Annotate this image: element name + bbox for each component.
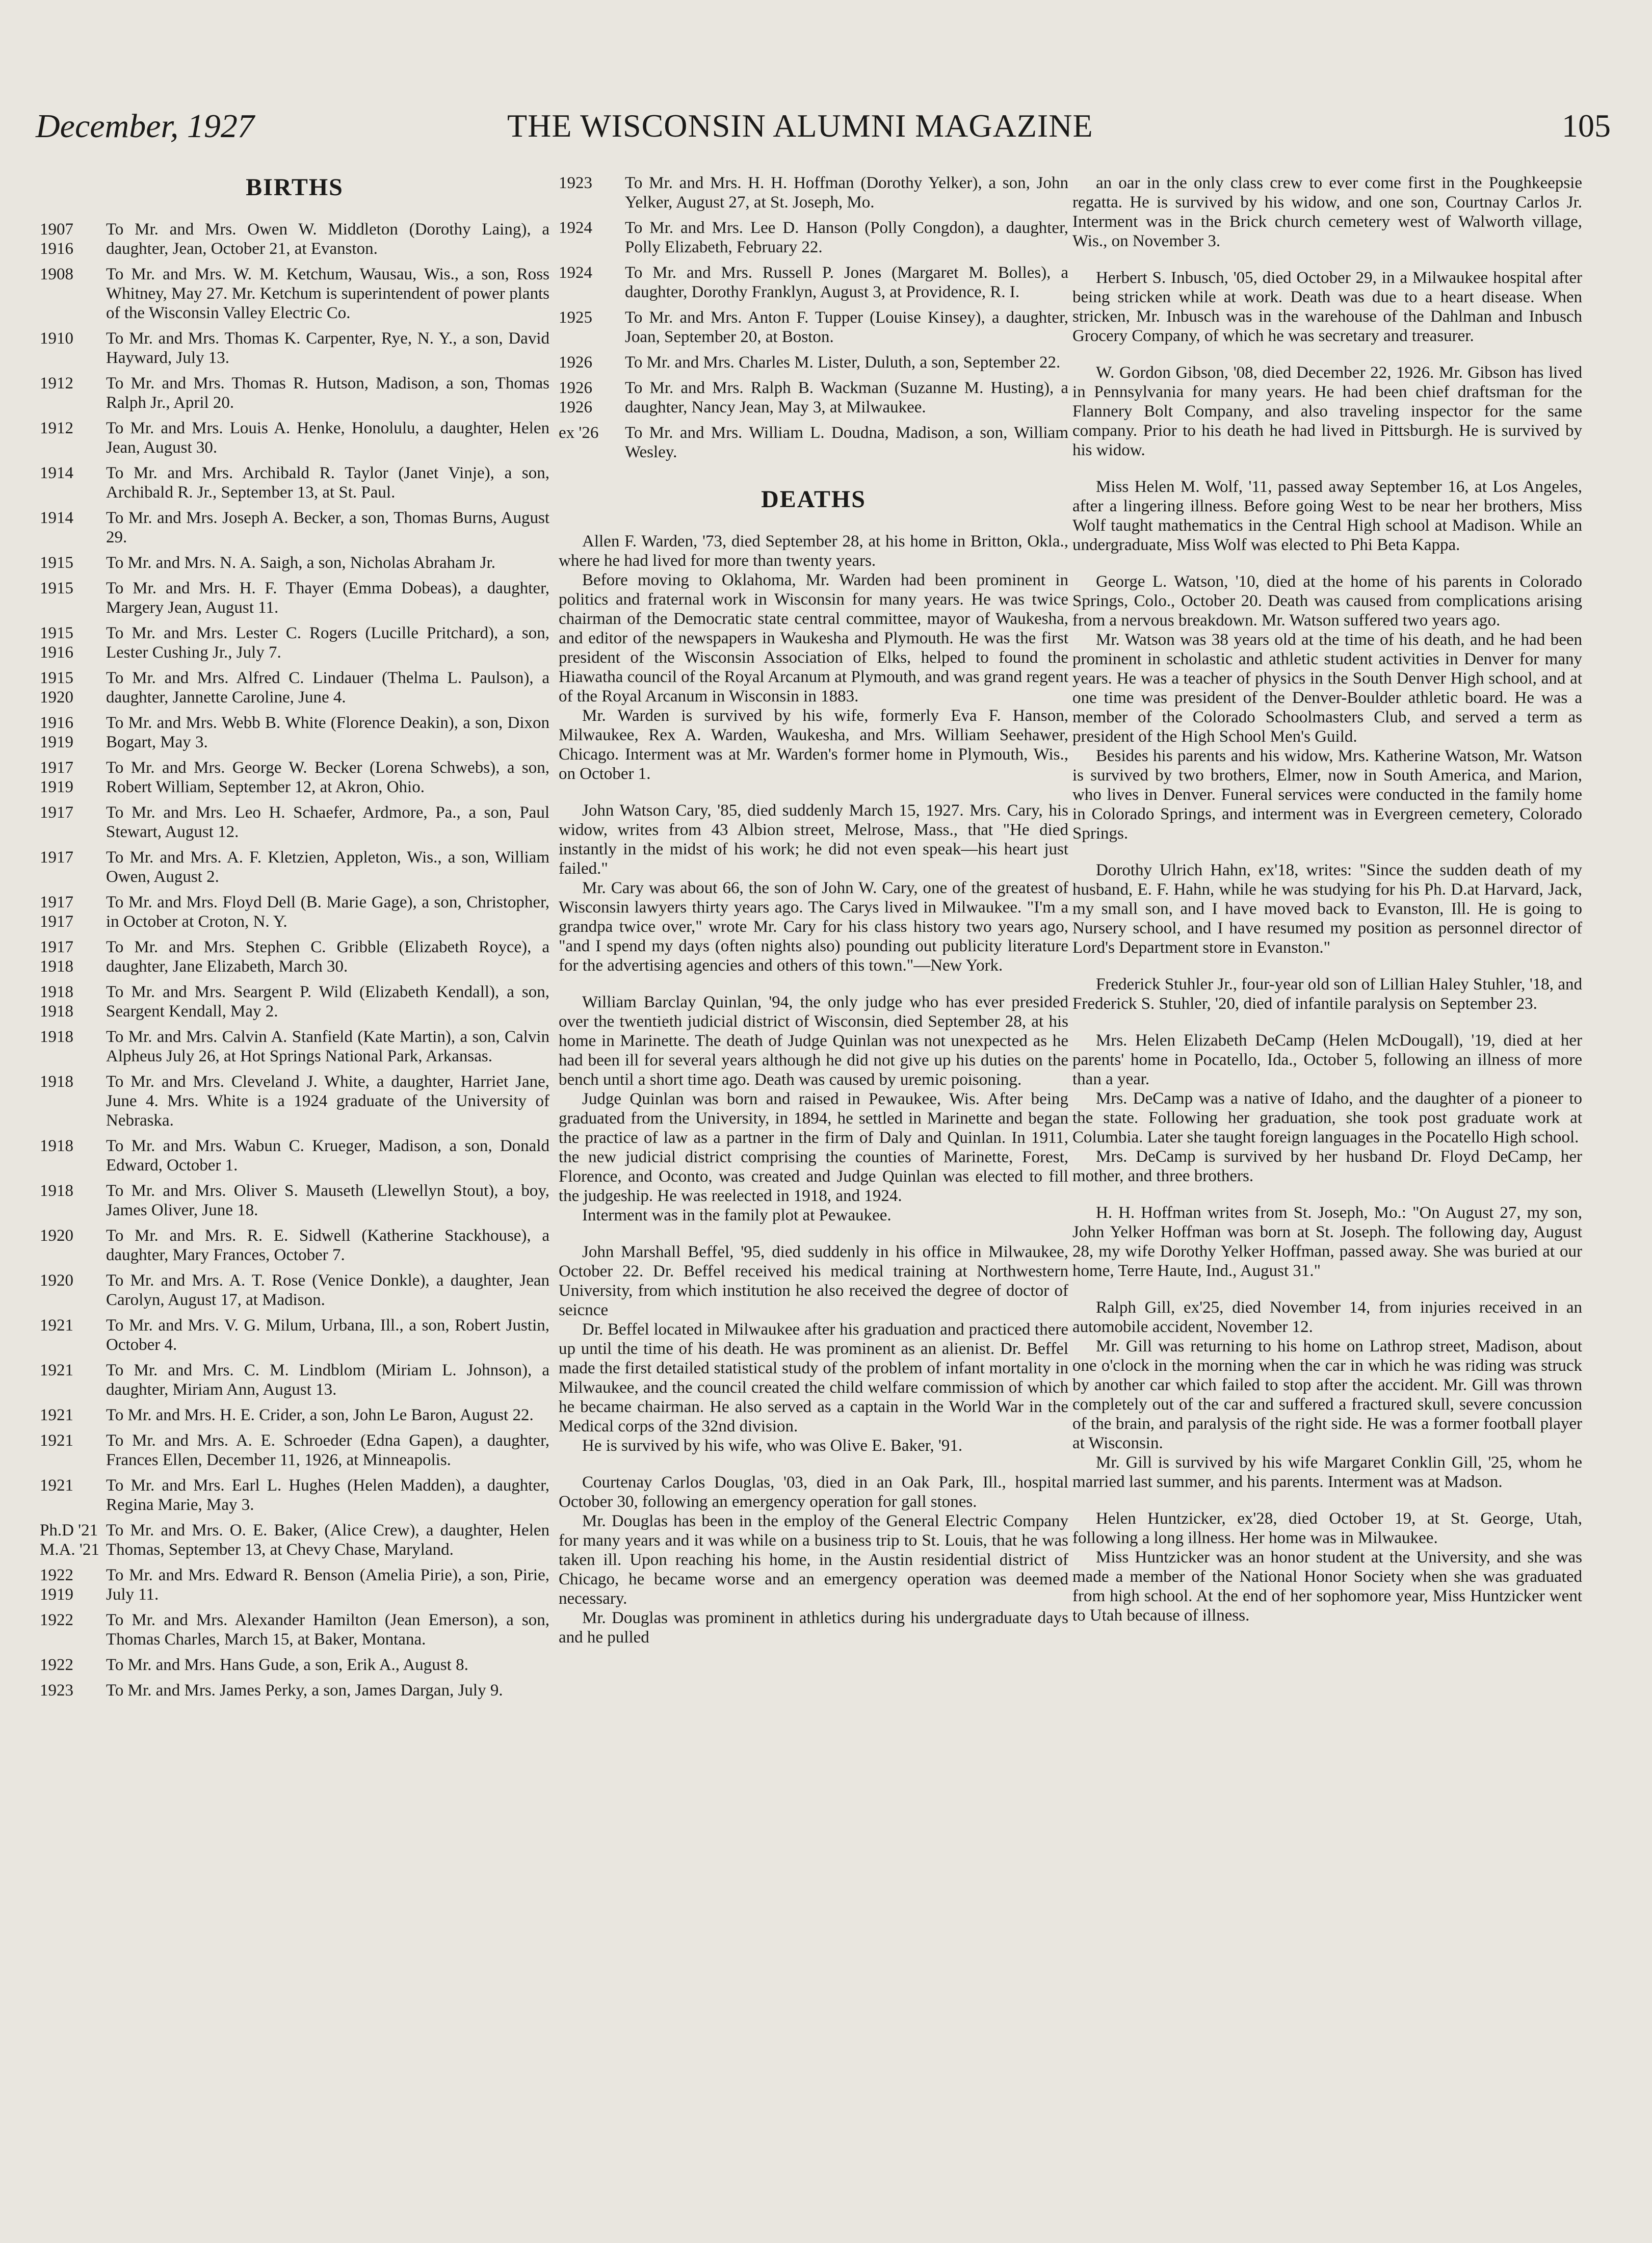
- obituary-paragraph: Mrs. DeCamp is survived by her husband Dr. Floyd DeCamp, her mother, and three brothers.: [1072, 1147, 1582, 1185]
- birth-text: To Mr. and Mrs. H. H. Hoffman (Dorothy Yelker), a son, John Yelker, August 27, at St. Joseph, Mo.: [625, 174, 1068, 212]
- class-year: 1923: [559, 174, 592, 192]
- birth-text: To Mr. and Mrs. Earl L. Hughes (Helen Madden), a daughter, Regina Marie, May 3.: [106, 1476, 549, 1514]
- obituary-paragraph: W. Gordon Gibson, '08, died December 22, 1926. Mr. Gibson has lived in Pennsylvania for many years. He had been chief draftsman for the Flannery Bolt Company, and also traveling inspector for the same company. Prior to his death he had lived in Pittsburgh. He is survived by his widow.: [1072, 363, 1582, 459]
- birth-entry: [40, 937, 549, 976]
- birth-entry: [40, 1271, 549, 1310]
- obituary: [1072, 1203, 1582, 1281]
- birth-entry: [559, 173, 1068, 212]
- birth-entry: [40, 713, 549, 752]
- class-year: 1920: [40, 1271, 73, 1290]
- class-year: 1917 1918: [40, 938, 73, 976]
- obituary: [1072, 477, 1582, 555]
- obituary: [559, 532, 1068, 784]
- obituary: [559, 1242, 1068, 1455]
- birth-text: To Mr. and Mrs. Hans Gude, a son, Erik A., August 8.: [106, 1656, 468, 1674]
- birth-text: To Mr. and Mrs. Joseph A. Becker, a son, Thomas Burns, August 29.: [106, 509, 549, 546]
- birth-text: To Mr. and Mrs. Louis A. Henke, Honolulu, a daughter, Helen Jean, August 30.: [106, 419, 549, 457]
- obituary-paragraph: Miss Huntzicker was an honor student at the University, and she was made a member of the National Honor Society when she was graduated from high school. At the end of her sophomore year, Miss Huntzicker went to Utah because of illness.: [1072, 1548, 1582, 1625]
- column-3: [1072, 173, 1582, 1642]
- deaths-list-continued: [1072, 173, 1582, 1625]
- obituary-paragraph: Judge Quinlan was born and raised in Pewaukee, Wis. After being graduated from the University, in 1894, he settled in Marinette and began the practice of law as a partner in the firm of Daly and Quinlan. In 1911, the new judicial district comprising the counties of Marinette, Forest, Florence, and Oconto, was created and Judge Quinlan was elected to fill the judgeship. He was reelected in 1918, and 1924.: [559, 1090, 1068, 1205]
- birth-entry: [559, 263, 1068, 302]
- birth-entry: [559, 423, 1068, 462]
- class-year: 1914: [40, 509, 73, 527]
- birth-text: To Mr. and Mrs. Stephen C. Gribble (Elizabeth Royce), a daughter, Jane Elizabeth, March 30.: [106, 938, 549, 976]
- birth-entry: [40, 553, 549, 572]
- birth-entry: [40, 1681, 549, 1700]
- birth-entry: [559, 353, 1068, 372]
- birth-text: To Mr. and Mrs. N. A. Saigh, a son, Nicholas Abraham Jr.: [106, 554, 495, 572]
- magazine-title: THE WISCONSIN ALUMNI MAGAZINE: [507, 108, 1093, 144]
- obituary: [1072, 975, 1582, 1013]
- birth-text: To Mr. and Mrs. Calvin A. Stanfield (Kate Martin), a son, Calvin Alpheus July 26, at Hot Springs National Park, Arkansas.: [106, 1028, 549, 1065]
- obituary-paragraph: Dorothy Ulrich Hahn, ex'18, writes: "Since the sudden death of my husband, E. F. Hahn, while he was studying for his Ph. D.at Harvard, Jack, my small son, and I have moved back to Evanston, Ill. He is going to Nursery school, and I have resumed my position as personnel director of Lord's Department store in Evanston.": [1072, 861, 1582, 957]
- class-year: 1922: [40, 1611, 73, 1629]
- birth-text: To Mr. and Mrs. Alfred C. Lindauer (Thelma L. Paulson), a daughter, Jannette Caroline, June 4.: [106, 669, 549, 707]
- birth-text: To Mr. and Mrs. Wabun C. Krueger, Madison, a son, Donald Edward, October 1.: [106, 1137, 549, 1175]
- birth-entry: [40, 1610, 549, 1649]
- obituary: [1072, 1298, 1582, 1492]
- birth-entry: [40, 1566, 549, 1604]
- birth-text: To Mr. and Mrs. Seargent P. Wild (Elizabeth Kendall), a son, Seargent Kendall, May 2.: [106, 983, 549, 1021]
- birth-text: To Mr. and Mrs. Edward R. Benson (Amelia Pirie), a son, Pirie, July 11.: [106, 1566, 549, 1604]
- class-year: 1917: [40, 848, 73, 867]
- birth-text: To Mr. and Mrs. James Perky, a son, James Dargan, July 9.: [106, 1681, 503, 1700]
- birth-text: To Mr. and Mrs. Oliver S. Mauseth (Llewellyn Stout), a boy, James Oliver, June 18.: [106, 1182, 549, 1219]
- birth-entry: [40, 265, 549, 323]
- birth-entry: [40, 623, 549, 662]
- birth-entry: [40, 1316, 549, 1354]
- class-year: 1907 1916: [40, 220, 73, 258]
- class-year: 1912: [40, 374, 73, 393]
- class-year: 1926: [559, 353, 592, 372]
- obituary: [1072, 572, 1582, 843]
- birth-entry: [40, 463, 549, 502]
- obituary-paragraph: Dr. Beffel located in Milwaukee after his graduation and practiced there up until the time of his death. He was prominent as an alienist. Dr. Beffel made the first detailed statistical study of the problem of infant mortality in Milwaukee, and the council created the child welfare commission of which he became chairman. He also served as a captain in the World War in the Medical corps of the 32nd division.: [559, 1320, 1068, 1436]
- birth-text: To Mr. and Mrs. Lee D. Hanson (Polly Congdon), a daughter, Polly Elizabeth, February 22.: [625, 219, 1068, 256]
- birth-text: To Mr. and Mrs. C. M. Lindblom (Miriam L. Johnson), a daughter, Miriam Ann, August 13.: [106, 1361, 549, 1399]
- birth-entry: [40, 329, 549, 368]
- class-year: 1917 1919: [40, 759, 73, 796]
- obituary-paragraph: He is survived by his wife, who was Olive E. Baker, '91.: [582, 1437, 963, 1455]
- birth-text: To Mr. and Mrs. R. E. Sidwell (Katherine Stackhouse), a daughter, Mary Frances, October 7.: [106, 1227, 549, 1264]
- class-year: Ph.D '21 M.A. '21: [40, 1521, 99, 1559]
- obituary: [559, 993, 1068, 1225]
- birth-text: To Mr. and Mrs. Thomas K. Carpenter, Rye, N. Y., a son, David Hayward, July 13.: [106, 329, 549, 367]
- class-year: 1921: [40, 1316, 73, 1335]
- birth-entry: [40, 374, 549, 412]
- birth-entry: [40, 1226, 549, 1265]
- birth-entry: [40, 1136, 549, 1175]
- obituary-paragraph: Mr. Watson was 38 years old at the time of his death, and he had been prominent in scholastic and athletic student activities in Denver for many years. He was a teacher of physics in the South Denver High school, and at one time was president of the Denver-Boulder athletic board. He was a member of the Colorado Schoolmasters Club, and served a term as president of the High School Men's Guild.: [1072, 631, 1582, 746]
- class-year: 1918: [40, 1137, 73, 1155]
- birth-text: To Mr. and Mrs. Webb B. White (Florence Deakin), a son, Dixon Bogart, May 3.: [106, 714, 549, 751]
- deaths-heading: DEATHS: [761, 486, 866, 513]
- class-year: 1921: [40, 1476, 73, 1495]
- birth-entry: [40, 1072, 549, 1130]
- obituary: [559, 1473, 1068, 1647]
- column-1: [40, 173, 549, 1706]
- births-heading: BIRTHS: [246, 174, 344, 201]
- obituary-paragraph: Mrs. DeCamp was a native of Idaho, and the daughter of a pioneer to the state. Following her graduation, she took post graduate work at Columbia. Later she taught foreign languages in the Pocatello High school.: [1072, 1089, 1582, 1146]
- obituary-paragraph: Mr. Gill is survived by his wife Margaret Conklin Gill, '25, whom he married last summer, and his parents. Interment was at Madson.: [1072, 1453, 1582, 1491]
- obituary-paragraph: Mr. Douglas has been in the employ of the General Electric Company for many years and it was while on a business trip to St. Louis, that he was taken ill. Upon reaching his home, in the Austin residential district of Chicago, he became worse and an emergency operation was deemed necessary.: [559, 1512, 1068, 1608]
- obituary: [1072, 1031, 1582, 1186]
- births-list: [40, 220, 549, 1700]
- obituary: [1072, 363, 1582, 460]
- births-list-continued: [559, 173, 1068, 462]
- class-year: 1915 1920: [40, 669, 73, 707]
- class-year: 1915: [40, 579, 73, 597]
- birth-entry: [40, 668, 549, 707]
- obituary: [1072, 173, 1582, 251]
- birth-text: To Mr. and Mrs. Cleveland J. White, a daughter, Harriet Jane, June 4. Mrs. White is a 1924 graduate of the University of Nebraska.: [106, 1073, 549, 1130]
- birth-text: To Mr. and Mrs. Ralph B. Wackman (Suzanne M. Husting), a daughter, Nancy Jean, May 3, at Milwaukee.: [625, 379, 1068, 416]
- birth-entry: [40, 1361, 549, 1399]
- class-year: 1915 1916: [40, 624, 73, 662]
- birth-text: To Mr. and Mrs. A. T. Rose (Venice Donkle), a daughter, Jean Carolyn, August 17, at Madison.: [106, 1271, 549, 1309]
- obituary-paragraph: George L. Watson, '10, died at the home of his parents in Colorado Springs, Colo., October 20. Death was caused from complications arising from a nervous breakdown. Mr. Watson suffered two years ago.: [1072, 572, 1582, 630]
- class-year: 1918: [40, 1028, 73, 1046]
- class-year: 1926 1926: [559, 379, 592, 416]
- birth-entry: [40, 1405, 549, 1425]
- birth-entry: [40, 1181, 549, 1220]
- page-number: 105: [1562, 108, 1611, 144]
- obituary-paragraph: Mr. Cary was about 66, the son of John W. Cary, one of the greatest of Wisconsin lawyers thirty years ago. The Carys lived in Milwaukee. "I'm a grandpa twice over," wrote Mr. Cary for his class history two years ago, "and I spend my days (often nights also) pounding out publicity literature for the advertising agencies and others of this town."—New York.: [559, 879, 1068, 975]
- birth-text: To Mr. and Mrs. Russell P. Jones (Margaret M. Bolles), a daughter, Dorothy Franklyn, August 3, at Providence, R. I.: [625, 264, 1068, 301]
- column-2: [559, 173, 1068, 1664]
- class-year: 1922 1919: [40, 1566, 73, 1604]
- birth-entry: [40, 1476, 549, 1515]
- birth-text: To Mr. and Mrs. Alexander Hamilton (Jean Emerson), a son, Thomas Charles, March 15, at Baker, Montana.: [106, 1611, 549, 1649]
- obituary-paragraph: H. H. Hoffman writes from St. Joseph, Mo.: "On August 27, my son, John Yelker Hoffman was born at St. Joseph. The following day, August 28, my wife Dorothy Yelker Hoffman, passed away. She was buried at our home, Terre Haute, Ind., August 31.": [1072, 1204, 1582, 1280]
- class-year: 1921: [40, 1361, 73, 1379]
- birth-entry: [559, 218, 1068, 257]
- birth-text: To Mr. and Mrs. Floyd Dell (B. Marie Gage), a son, Christopher, in October at Croton, N. Y.: [106, 893, 549, 931]
- birth-entry: [40, 893, 549, 931]
- obituary-paragraph: Mr. Warden is survived by his wife, formerly Eva F. Hanson, Milwaukee, Rex A. Warden, Waukesha, and Mrs. William Seehawer, Chicago. Interment was at Mr. Warden's former home in Plymouth, Wis., on October 1.: [559, 707, 1068, 783]
- birth-entry: [40, 1027, 549, 1066]
- birth-text: To Mr. and Mrs. Archibald R. Taylor (Janet Vinje), a son, Archibald R. Jr., September 13, at St. Paul.: [106, 464, 549, 502]
- class-year: 1923: [40, 1681, 73, 1700]
- page-header: [36, 107, 1616, 158]
- class-year: 1924: [559, 264, 592, 282]
- birth-text: To Mr. and Mrs. A. E. Schroeder (Edna Gapen), a daughter, Frances Ellen, December 11, 1926, at Minneapolis.: [106, 1431, 549, 1469]
- birth-entry: [40, 1431, 549, 1470]
- birth-entry: [559, 378, 1068, 417]
- obituary-paragraph: Miss Helen M. Wolf, '11, passed away September 16, at Los Angeles, after a lingering illness. Before going West to be near her brothers, Miss Wolf taught mathematics in the Central High school at Madison. While an undergraduate, Miss Wolf was elected to Phi Beta Kappa.: [1072, 478, 1582, 554]
- birth-entry: [40, 579, 549, 617]
- deaths-list: [559, 532, 1068, 1647]
- issue-date: December, 1927: [36, 108, 254, 145]
- birth-entry: [40, 848, 549, 886]
- class-year: 1921: [40, 1431, 73, 1450]
- birth-text: To Mr. and Mrs. V. G. Milum, Urbana, Ill., a son, Robert Justin, October 4.: [106, 1316, 549, 1354]
- obituary-paragraph: Herbert S. Inbusch, '05, died October 29, in a Milwaukee hospital after being stricken while at work. Death was due to a heart disease. When stricken, Mr. Inbusch was in the warehouse of the Dahlman and Inbusch Grocery Company, of which he was secretary and treasurer.: [1072, 269, 1582, 345]
- class-year: 1920: [40, 1227, 73, 1245]
- class-year: 1918 1918: [40, 983, 73, 1021]
- birth-text: To Mr. and Mrs. Thomas R. Hutson, Madison, a son, Thomas Ralph Jr., April 20.: [106, 374, 549, 412]
- obituary: [1072, 268, 1582, 346]
- birth-entry: [40, 419, 549, 457]
- birth-text: To Mr. and Mrs. H. F. Thayer (Emma Dobeas), a daughter, Margery Jean, August 11.: [106, 579, 549, 617]
- obituary-paragraph: Courtenay Carlos Douglas, '03, died in an Oak Park, Ill., hospital October 30, following an emergency operation for gall stones.: [559, 1473, 1068, 1511]
- obituary: [559, 801, 1068, 975]
- birth-text: To Mr. and Mrs. A. F. Kletzien, Appleton, Wis., a son, William Owen, August 2.: [106, 848, 549, 886]
- obituary-paragraph: Interment was in the family plot at Pewaukee.: [582, 1206, 891, 1224]
- class-year: 1918: [40, 1182, 73, 1200]
- obituary: [1072, 1509, 1582, 1625]
- class-year: 1908: [40, 265, 73, 283]
- obituary-paragraph: Mr. Douglas was prominent in athletics during his undergraduate days and he pulled: [559, 1609, 1068, 1647]
- birth-entry: [40, 758, 549, 797]
- class-year: 1917: [40, 803, 73, 822]
- class-year: 1914: [40, 464, 73, 482]
- obituary-paragraph: John Watson Cary, '85, died suddenly March 15, 1927. Mrs. Cary, his widow, writes from 43 Albion street, Melrose, Mass., that "He died instantly in the midst of his work; he did not even speak—his heart just failed.": [559, 801, 1068, 878]
- birth-entry: [40, 1655, 549, 1675]
- birth-entry: [40, 508, 549, 547]
- class-year: 1917 1917: [40, 893, 73, 931]
- obituary-paragraph: Allen F. Warden, '73, died September 28, at his home in Britton, Okla., where he had lived for more than twenty years.: [559, 532, 1068, 570]
- obituary-paragraph: Before moving to Oklahoma, Mr. Warden had been prominent in politics and fraternal work in Wisconsin for many years. He was twice chairman of the Democratic state central committee, mayor of Waukesha, and editor of the newspapers in Waukesha and Plymouth. He was the first president of the Wisconsin Association of Elks, helped to found the Hiawatha council of the Royal Arcanum at Plymouth, and was grand regent of the Royal Arcanum in Wisconsin in 1883.: [559, 571, 1068, 706]
- birth-entry: [559, 308, 1068, 347]
- class-year: 1925: [559, 308, 592, 327]
- class-year: 1922: [40, 1656, 73, 1674]
- birth-text: To Mr. and Mrs. Charles M. Lister, Duluth, a son, September 22.: [625, 353, 1061, 372]
- obituary-paragraph: Ralph Gill, ex'25, died November 14, from injuries received in an automobile accident, November 12.: [1072, 1298, 1582, 1336]
- birth-text: To Mr. and Mrs. Anton F. Tupper (Louise Kinsey), a daughter, Joan, September 20, at Boston.: [625, 308, 1068, 346]
- birth-entry: [40, 1521, 549, 1559]
- obituary-paragraph: Mrs. Helen Elizabeth DeCamp (Helen McDougall), '19, died at her parents' home in Pocatello, Ida., October 5, following an illness of more than a year.: [1072, 1031, 1582, 1088]
- class-year: 1918: [40, 1073, 73, 1091]
- class-year: 1915: [40, 554, 73, 572]
- birth-text: To Mr. and Mrs. William L. Doudna, Madison, a son, William Wesley.: [625, 424, 1068, 461]
- obituary-paragraph: Mr. Gill was returning to his home on Lathrop street, Madison, about one o'clock in the morning when the car in which he was riding was struck by another car which failed to stop after the accident. Mr. Gill was thrown completely out of the car and suffered a fractured skull, severe concussion of the brain, and paralysis of the right side. He was a former football player at Wisconsin.: [1072, 1337, 1582, 1452]
- birth-text: To Mr. and Mrs. H. E. Crider, a son, John Le Baron, August 22.: [106, 1406, 534, 1424]
- birth-entry: [40, 982, 549, 1021]
- obituary-paragraph: an oar in the only class crew to ever come first in the Poughkeepsie regatta. He is survived by his widow, and one son, Courtnay Carlos Jr. Interment was in the Brick church cemetery west of Walworth village, Wis., on November 3.: [1072, 174, 1582, 250]
- class-year: 1910: [40, 329, 73, 348]
- birth-text: To Mr. and Mrs. George W. Becker (Lorena Schwebs), a son, Robert William, September 12, at Akron, Ohio.: [106, 759, 549, 796]
- class-year: 1912: [40, 419, 73, 437]
- obituary-paragraph: William Barclay Quinlan, '94, the only judge who has ever presided over the twentieth judicial district of Wisconsin, died September 28, at his home in Marinette. The death of Judge Quinlan was not unexpected as he had been ill for several years although he did not give up his duties on the bench until a short time ago. Death was caused by uremic poisoning.: [559, 993, 1068, 1089]
- class-year: ex '26: [559, 424, 599, 442]
- birth-entry: [40, 803, 549, 842]
- birth-text: To Mr. and Mrs. O. E. Baker, (Alice Crew), a daughter, Helen Thomas, September 13, at Chevy Chase, Maryland.: [106, 1521, 549, 1559]
- class-year: 1916 1919: [40, 714, 73, 751]
- obituary-paragraph: Frederick Stuhler Jr., four-year old son of Lillian Haley Stuhler, '18, and Frederick S. Stuhler, '20, died of infantile paralysis on September 23.: [1072, 975, 1582, 1013]
- obituary-paragraph: John Marshall Beffel, '95, died suddenly in his office in Milwaukee, October 22. Dr. Beffel received his medical training at Northwestern University, from which institution he also received the degree of doctor of seicnce: [559, 1243, 1068, 1319]
- class-year: 1921: [40, 1406, 73, 1424]
- birth-text: To Mr. and Mrs. Owen W. Middleton (Dorothy Laing), a daughter, Jean, October 21, at Evanston.: [106, 220, 549, 258]
- birth-text: To Mr. and Mrs. Leo H. Schaefer, Ardmore, Pa., a son, Paul Stewart, August 12.: [106, 803, 549, 841]
- birth-entry: [40, 220, 549, 258]
- class-year: 1924: [559, 219, 592, 237]
- obituary: [1072, 860, 1582, 957]
- birth-text: To Mr. and Mrs. W. M. Ketchum, Wausau, Wis., a son, Ross Whitney, May 27. Mr. Ketchum is superintendent of power plants of the Wisconsin Valley Electric Co.: [106, 265, 549, 322]
- birth-text: To Mr. and Mrs. Lester C. Rogers (Lucille Pritchard), a son, Lester Cushing Jr., July 7.: [106, 624, 549, 662]
- obituary-paragraph: Besides his parents and his widow, Mrs. Katherine Watson, Mr. Watson is survived by two brothers, Elmer, now in South America, and Marion, who lives in Denver. Funeral services were conducted in the family home in Colorado Springs, and interment was in Evergreen cemetery, Colorado Springs.: [1072, 747, 1582, 843]
- obituary-paragraph: Helen Huntzicker, ex'28, died October 19, at St. George, Utah, following a long illness. Her home was in Milwaukee.: [1072, 1509, 1582, 1547]
